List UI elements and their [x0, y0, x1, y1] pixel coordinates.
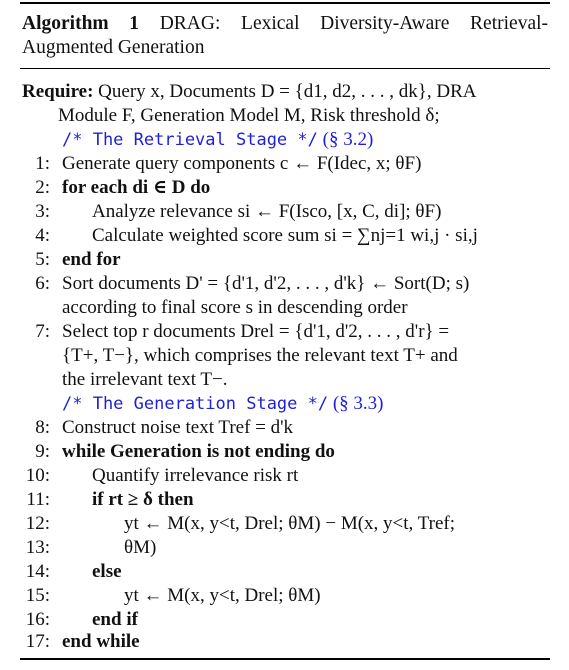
step-number: 17:	[25, 631, 50, 652]
step-number: 4:	[35, 225, 50, 246]
top-rule	[20, 2, 550, 4]
step-9	[0, 440, 569, 464]
step-text: Construct noise text Tref = d'k	[62, 417, 294, 438]
step-text: Sort documents D' = {d'1, d'2, . . . , d'k} ← Sort(D; s)	[62, 273, 470, 294]
step-text: {T+, T−}, which comprises the relevant text T+ and	[62, 345, 458, 366]
require-text-2: Module F, Generation Model M, Risk threshold δ;	[58, 105, 440, 126]
step-number: 12:	[25, 513, 50, 534]
step-6	[0, 272, 569, 296]
step-number: 14:	[25, 561, 50, 582]
step-4	[0, 224, 569, 248]
step-text: Calculate weighted score sum si = ∑nj=1 wi,j · si,j	[92, 225, 478, 246]
step-text: end if	[92, 609, 138, 630]
step-17	[0, 630, 569, 654]
step-text: yt ← M(x, y<t, Drel; θM) − M(x, y<t, Tref;	[124, 513, 455, 534]
require-line-1	[22, 80, 476, 104]
step-10	[0, 464, 569, 488]
step-text: end while	[62, 631, 140, 652]
step-number: 10:	[25, 465, 50, 486]
step-text: if rt ≥ δ then	[92, 489, 194, 510]
bottom-rule	[20, 658, 550, 660]
step-text: for each di ∈ D do	[62, 177, 211, 198]
generation-comment-text: /* The Generation Stage */	[62, 394, 329, 414]
step-text: Analyze relevance si ← F(Isco, [x, C, di]; θF)	[92, 201, 442, 222]
step-16	[0, 608, 569, 632]
step-number: 11:	[26, 489, 50, 510]
step-14	[0, 560, 569, 584]
require-text-1: Query x, Documents D = {d1, d2, . . . , dk}, DRA	[98, 81, 477, 102]
step-text: yt ← M(x, y<t, Drel; θM)	[124, 585, 321, 606]
step-text: while Generation is not ending do	[62, 441, 335, 462]
step-text: according to final score s in descending order	[62, 297, 408, 318]
step-7-continued-2	[0, 368, 569, 392]
step-number: 15:	[25, 585, 50, 606]
algorithm-label: Algorithm 1	[22, 13, 140, 34]
retrieval-comment-text: /* The Retrieval Stage */	[62, 130, 318, 150]
step-number: 9:	[35, 441, 50, 462]
step-text: Quantify irrelevance risk rt	[92, 465, 299, 486]
step-2	[0, 176, 569, 200]
generation-stage-comment	[62, 392, 384, 416]
step-13	[0, 536, 569, 560]
retrieval-stage-comment	[62, 128, 373, 152]
step-7-continued	[0, 344, 569, 368]
step-number: 7:	[35, 321, 50, 342]
step-12	[0, 512, 569, 536]
step-3	[0, 200, 569, 224]
require-line-2	[58, 104, 440, 128]
title-rule	[20, 68, 550, 69]
step-text: the irrelevant text T−.	[62, 369, 228, 390]
step-number: 8:	[35, 417, 50, 438]
step-number: 13:	[25, 537, 50, 558]
step-5	[0, 248, 569, 272]
step-15	[0, 584, 569, 608]
step-text: Generate query components c ← F(Idec, x; θF)	[62, 153, 422, 174]
require-keyword: Require:	[22, 81, 94, 102]
step-number: 3:	[35, 201, 50, 222]
retrieval-section-ref: (§ 3.2)	[322, 129, 374, 150]
step-text: Select top r documents Drel = {d'1, d'2, . . . , d'r} =	[62, 321, 450, 342]
algorithm-title-text: DRAG: Lexical Diversity-Aware Retrieval-Augmented Generation	[22, 13, 549, 58]
step-number: 2:	[35, 177, 50, 198]
step-text: end for	[62, 249, 121, 270]
step-7	[0, 320, 569, 344]
algorithm-title	[22, 12, 548, 60]
step-1	[0, 152, 569, 176]
step-number: 5:	[35, 249, 50, 270]
step-text: else	[92, 561, 122, 582]
step-6-continued	[0, 296, 569, 320]
step-8	[0, 416, 569, 440]
step-text: θM)	[124, 537, 157, 558]
step-number: 6:	[35, 273, 50, 294]
step-11	[0, 488, 569, 512]
step-number: 16:	[25, 609, 50, 630]
generation-section-ref: (§ 3.3)	[332, 393, 384, 414]
step-number: 1:	[35, 153, 50, 174]
